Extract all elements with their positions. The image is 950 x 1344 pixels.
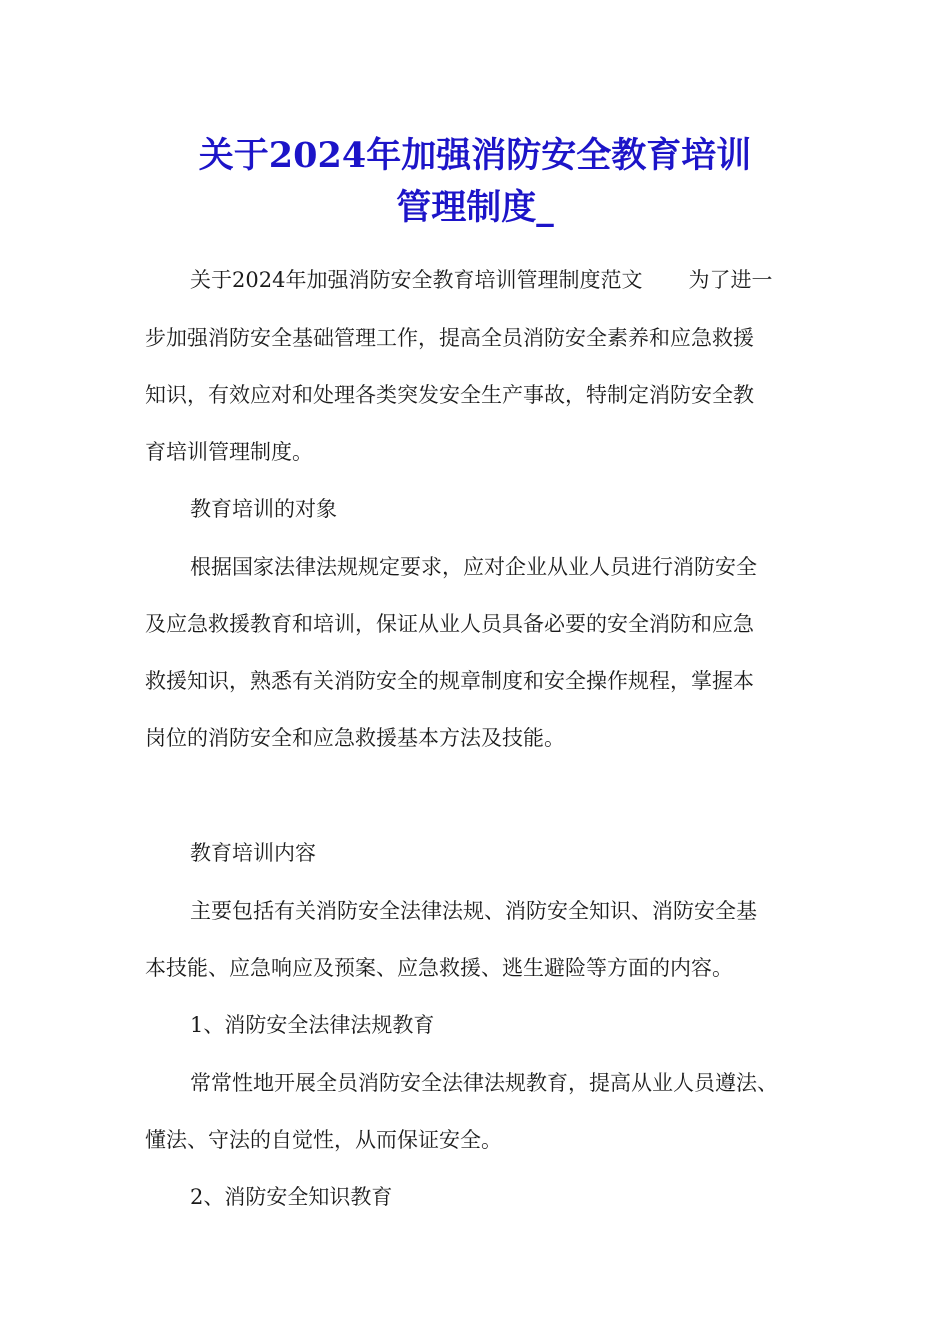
paragraph-line: 知识，有效应对和处理各类突发安全生产事故，特制定消防安全教 — [145, 383, 754, 407]
subsection-heading: 1、消防安全法律法规教育 — [190, 1013, 435, 1037]
intro-lead-text: 为了进一 — [688, 268, 773, 292]
document-title-line-1: 关于2024年加强消防安全教育培训 — [198, 135, 752, 176]
paragraph-line: 育培训管理制度。 — [145, 440, 313, 464]
paragraph-line: 岗位的消防安全和应急救援基本方法及技能。 — [145, 726, 565, 750]
paragraph-line: 常常性地开展全员消防安全法律法规教育，提高从业人员遵法、 — [190, 1071, 778, 1095]
paragraph-line: 及应急救援教育和培训，保证从业人员具备必要的安全消防和应急 — [145, 612, 754, 636]
intro-heading-text: 关于2024年加强消防安全教育培训管理制度范文 — [190, 268, 643, 292]
section-heading: 教育培训的对象 — [190, 497, 337, 521]
paragraph-line: 本技能、应急响应及预案、应急救援、逃生避险等方面的内容。 — [145, 956, 733, 980]
paragraph-line — [190, 266, 830, 294]
section-heading: 教育培训内容 — [190, 841, 316, 865]
paragraph-line: 步加强消防安全基础管理工作，提高全员消防安全素养和应急救援 — [145, 326, 754, 350]
document-title-line-2: 管理制度_ — [396, 187, 554, 228]
paragraph-line: 根据国家法律法规规定要求，应对企业从业人员进行消防安全 — [190, 555, 757, 579]
paragraph-line: 懂法、守法的自觉性，从而保证安全。 — [145, 1128, 502, 1152]
paragraph-line: 主要包括有关消防安全法律法规、消防安全知识、消防安全基 — [190, 899, 757, 923]
subsection-heading: 2、消防安全知识教育 — [190, 1185, 393, 1209]
paragraph-line: 救援知识，熟悉有关消防安全的规章制度和安全操作规程，掌握本 — [145, 669, 754, 693]
